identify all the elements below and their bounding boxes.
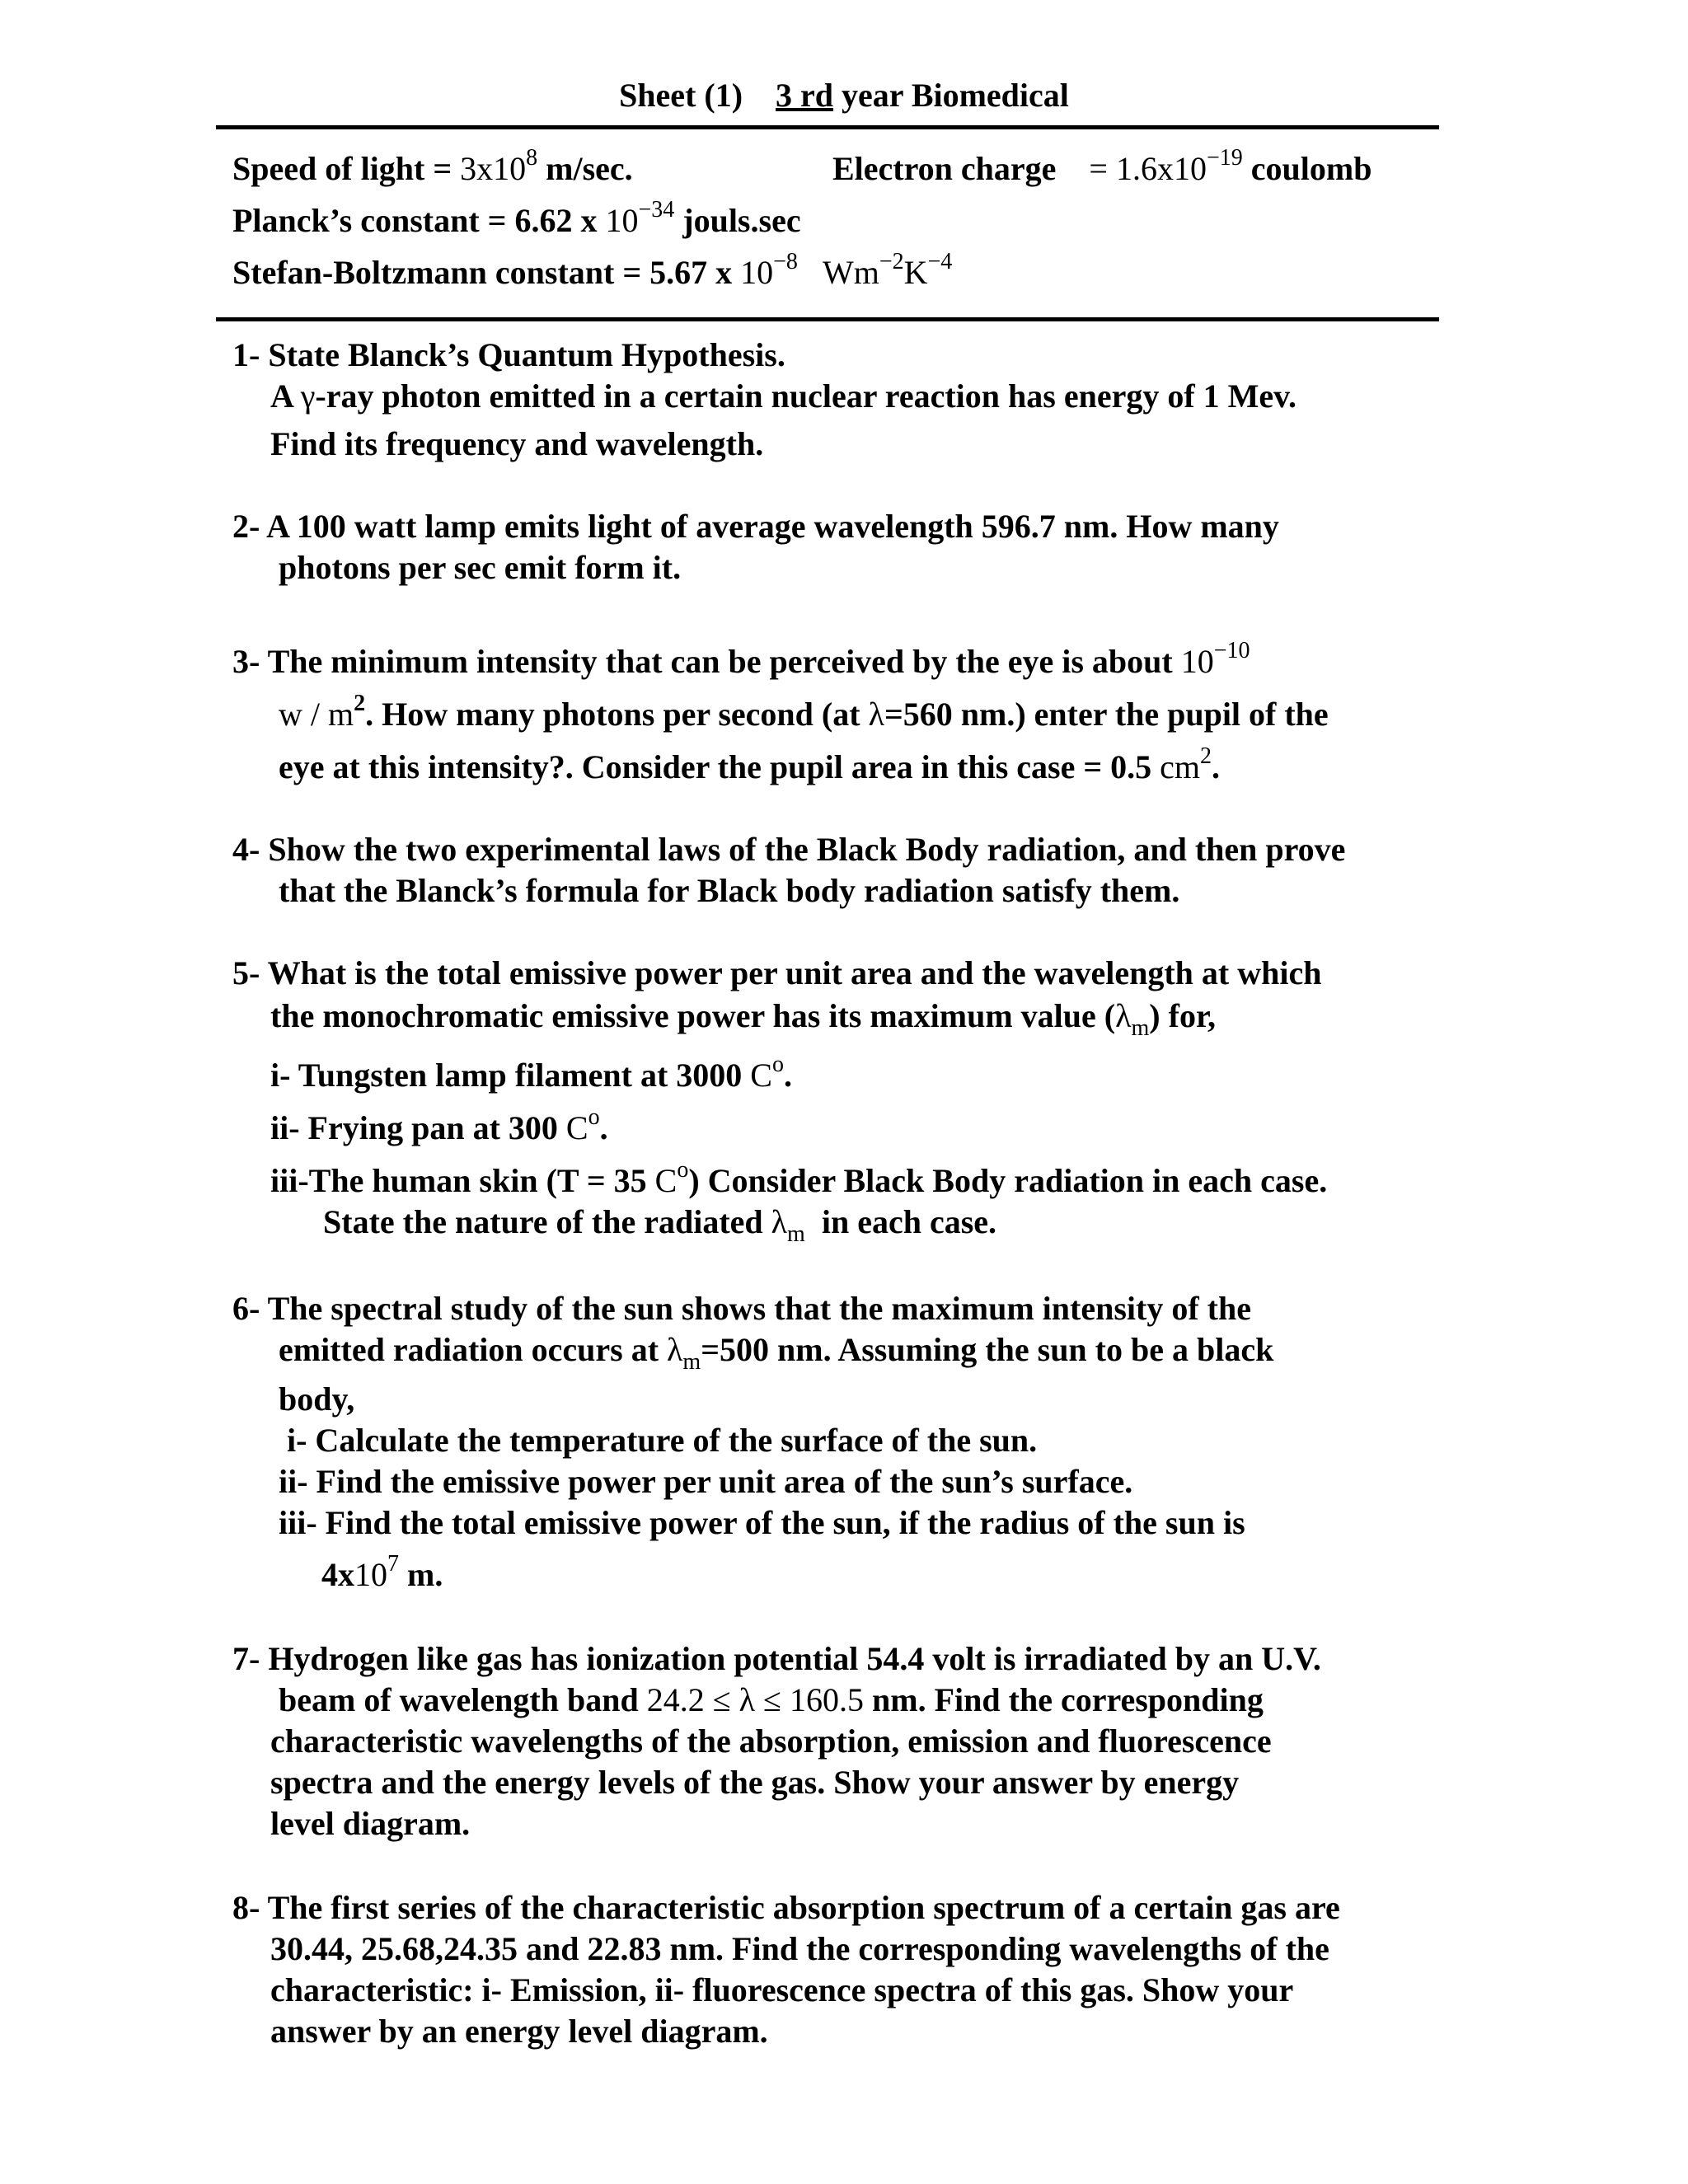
question-8-line-3: characteristic: i- Emission, ii- fluorescence spectra of this gas. Show your	[270, 1971, 1294, 2008]
question-4-line-1: 4- Show the two experimental laws of the Black Body radiation, and then prove	[232, 831, 1346, 868]
question-2-line-2: photons per sec emit form it.	[279, 549, 682, 586]
question-3-line-3: eye at this intensity?. Consider the pupil area in this case = 0.5 $cm^2$.	[279, 743, 1221, 785]
question-3-line-1: 3- The minimum intensity that can be perceived by the eye is about $10^{-10}$	[232, 638, 1250, 680]
question-6-line-3: body,	[279, 1380, 355, 1418]
question-8-line-2: 30.44, 25.68,24.35 and 22.83 nm. Find the corresponding wavelengths of the	[270, 1930, 1329, 1967]
question-3-line-2: w / $m^2$. How many photons per second (at λ=560 nm.) enter the pupil of the	[279, 691, 1329, 733]
constant-speed-of-light: Speed of light = $3x10^8$ m/sec.	[232, 145, 633, 187]
year-label: year Biomedical	[833, 77, 1069, 114]
sheet-title	[0, 76, 1688, 115]
question-5-item-iii: iii-The human skin (T = 35 $C^o$) Consider Black Body radiation in each case.	[270, 1157, 1328, 1199]
question-5-item-iii-continued: State the nature of the radiated $\lambda_m$ in each case.	[323, 1203, 997, 1247]
question-6-item-ii: ii- Find the emissive power per unit area of the sun’s surface.	[279, 1463, 1133, 1500]
question-6-line-2: emitted radiation occurs at $\lambda_m=500$ nm. Assuming the sun to be a black	[279, 1331, 1274, 1375]
question-4-line-2: that the Blanck’s formula for Black body radiation satisfy them.	[279, 872, 1180, 909]
question-6-item-iii-continued: $4x10^7$ m.	[321, 1551, 443, 1593]
bottom-divider	[216, 317, 1439, 321]
question-7-line-3: characteristic wavelengths of the absorption, emission and fluorescence	[270, 1722, 1272, 1760]
question-7-line-1: 7- Hydrogen like gas has ionization potential 54.4 volt is irradiated by an U.V.	[232, 1640, 1321, 1677]
constant-stefan-boltzmann: Stefan-Boltzmann constant = 5.67 x $10^{-8}$ $Wm^{-2}K^{-4}$	[232, 249, 953, 291]
question-8-line-4: answer by an energy level diagram.	[270, 2013, 768, 2050]
year-number: 3 rd	[776, 77, 834, 114]
question-5-item-i: i- Tungsten lamp filament at 3000 $C^o$.	[270, 1052, 792, 1094]
constant-planck: Planck’s constant = 6.62 x $10^{-34}$ jouls.sec	[232, 197, 801, 239]
question-6-line-1: 6- The spectral study of the sun shows that the maximum intensity of the	[232, 1290, 1251, 1327]
question-7-line-2: beam of wavelength band 24.2 ≤ λ ≤ 160.5 nm. Find the corresponding	[279, 1681, 1264, 1718]
question-5-line-2: the monochromatic emissive power has its maximum value $(\lambda_m)$ for,	[270, 997, 1217, 1041]
question-1-line-1: 1- State Blanck’s Quantum Hypothesis.	[232, 336, 785, 373]
question-1-line-2: A γ-ray photon emitted in a certain nuclear reaction has energy of 1 Mev.	[270, 377, 1296, 415]
top-divider	[216, 125, 1439, 129]
question-7-line-5: level diagram.	[270, 1805, 471, 1842]
question-2-line-1: 2- A 100 watt lamp emits light of average wavelength 596.7 nm. How many	[232, 508, 1279, 545]
question-6-item-iii: iii- Find the total emissive power of the sun, if the radius of the sun is	[279, 1504, 1245, 1541]
question-7-line-4: spectra and the energy levels of the gas. Show your answer by energy	[270, 1764, 1240, 1801]
question-5-line-1: 5- What is the total emissive power per unit area and the wavelength at which	[232, 954, 1322, 991]
question-1-line-3: Find its frequency and wavelength.	[270, 425, 764, 462]
constant-electron-charge: Electron charge = $1.6x10^{-19}$ coulomb	[832, 145, 1372, 187]
question-8-line-1: 8- The first series of the characteristic absorption spectrum of a certain gas are	[232, 1889, 1340, 1926]
sheet-number: Sheet (1)	[619, 77, 743, 114]
question-5-item-ii: ii- Frying pan at 300 $C^o$.	[270, 1104, 608, 1146]
question-6-item-i: i- Calculate the temperature of the surface of the sun.	[287, 1422, 1038, 1459]
